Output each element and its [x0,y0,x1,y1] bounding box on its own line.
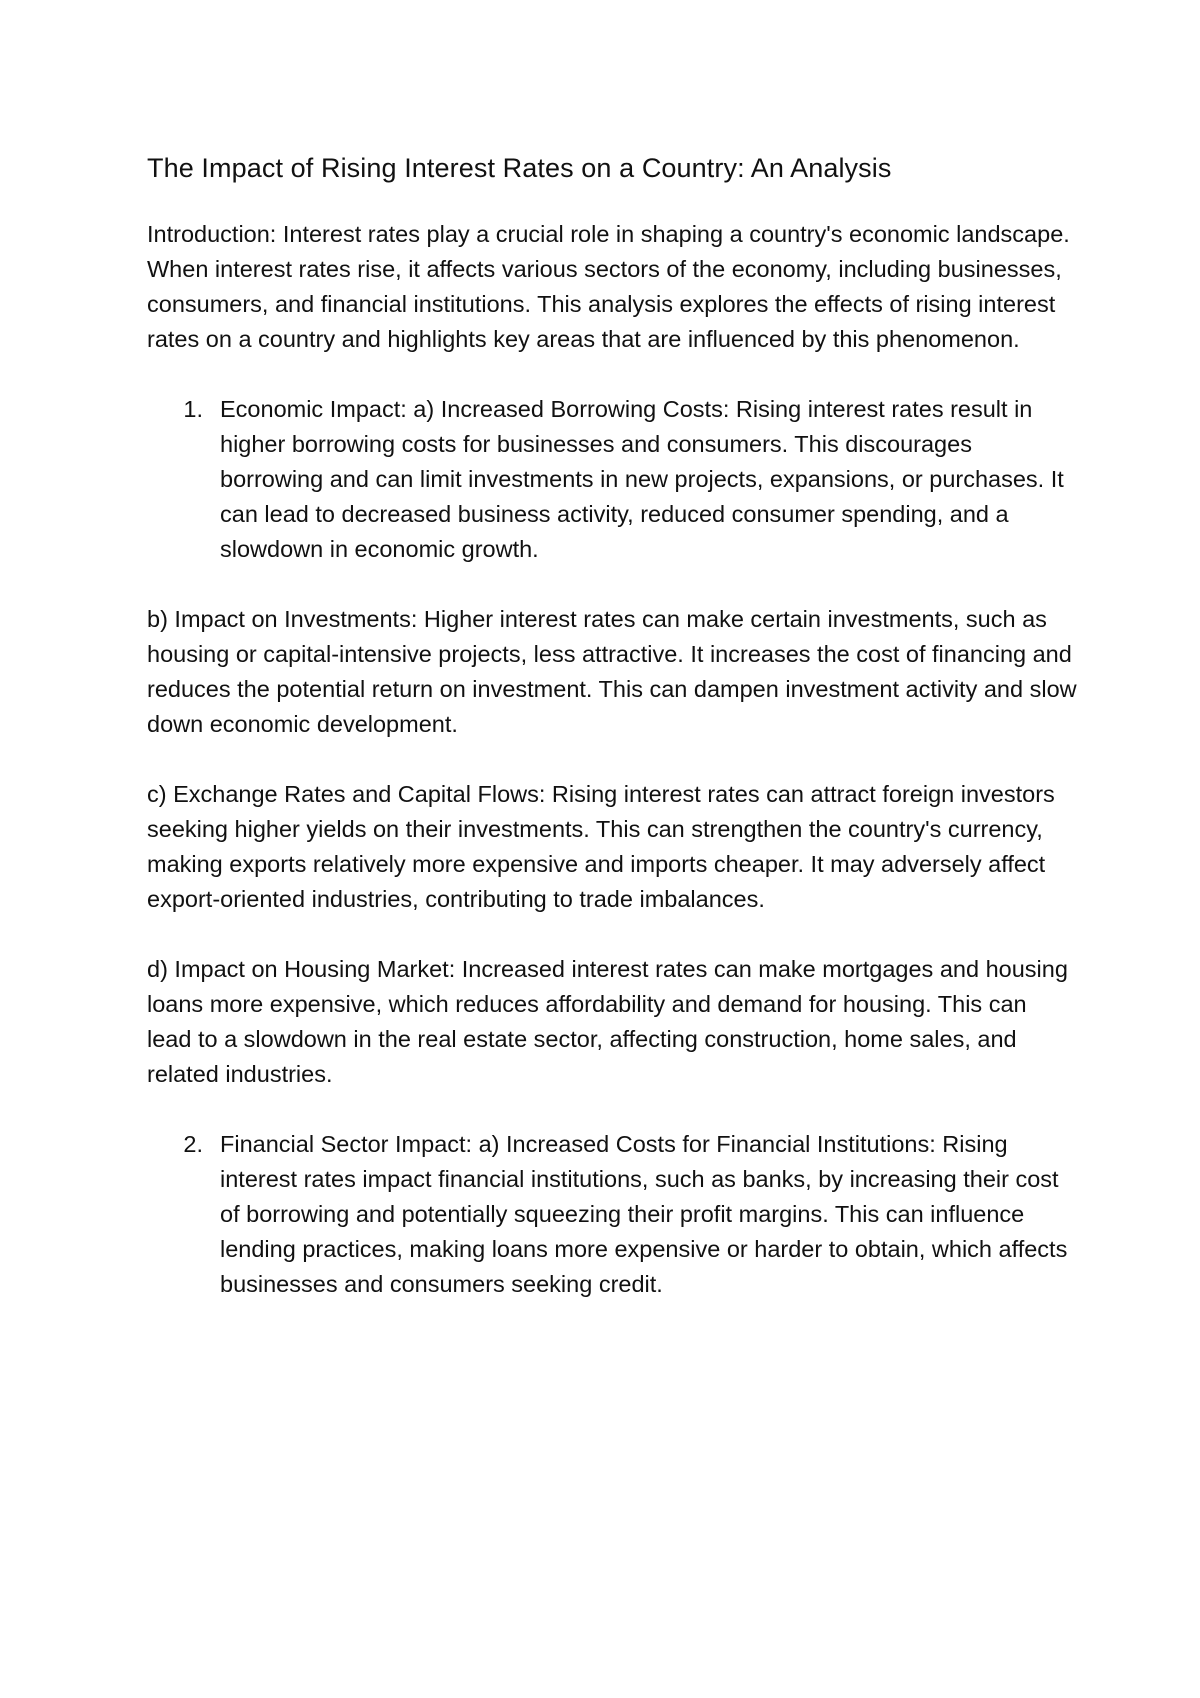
list-item-economic-impact [147,392,1077,567]
list-item-text: Economic Impact: a) Increased Borrowing Costs: Rising interest rates result in higher borrowing costs for businesses and consumers. This discourages borrowing and can limit investments in new projects, expansions, or purchases. It can lead to decreased business activity, reduced consumer spending, and a slowdown in economic growth. [220,396,1064,562]
document-title: The Impact of Rising Interest Rates on a Country: An Analysis [147,153,892,183]
paragraph-housing-market: d) Impact on Housing Market: Increased interest rates can make mortgages and housing loans more expensive, which reduces affordability and demand for housing. This can lead to a slowdown in the real estate sector, affecting construction, home sales, and related industries. [147,956,1068,1087]
document-body [147,151,1077,1337]
paragraph-exchange-rates: c) Exchange Rates and Capital Flows: Rising interest rates can attract foreign investors seeking higher yields on their investments. This can strengthen the country's currency, making exports relatively more expensive and imports cheaper. It may adversely affect export-oriented industries, contributing to trade imbalances. [147,781,1055,912]
list-number: 2. [183,1131,203,1157]
list-item-text: Financial Sector Impact: a) Increased Costs for Financial Institutions: Rising interest rates impact financial institutions, such as banks, by increasing their cost of borrowing and potentially squeezing their profit margins. This can influence lending practices, making loans more expensive or harder to obtain, which affects businesses and consumers seeking credit. [220,1131,1068,1297]
introduction-paragraph: Introduction: Interest rates play a crucial role in shaping a country's economic landscape. When interest rates rise, it affects various sectors of the economy, including businesses, consumers, and financial institutions. This analysis explores the effects of rising interest rates on a country and highlights key areas that are influenced by this phenomenon. [147,221,1070,352]
list-item-financial-sector-impact [147,1127,1077,1302]
list-number: 1. [183,396,203,422]
paragraph-impact-on-investments: b) Impact on Investments: Higher interest rates can make certain investments, such as housing or capital-intensive projects, less attractive. It increases the cost of financing and reduces the potential return on investment. This can dampen investment activity and slow down economic development. [147,606,1077,737]
